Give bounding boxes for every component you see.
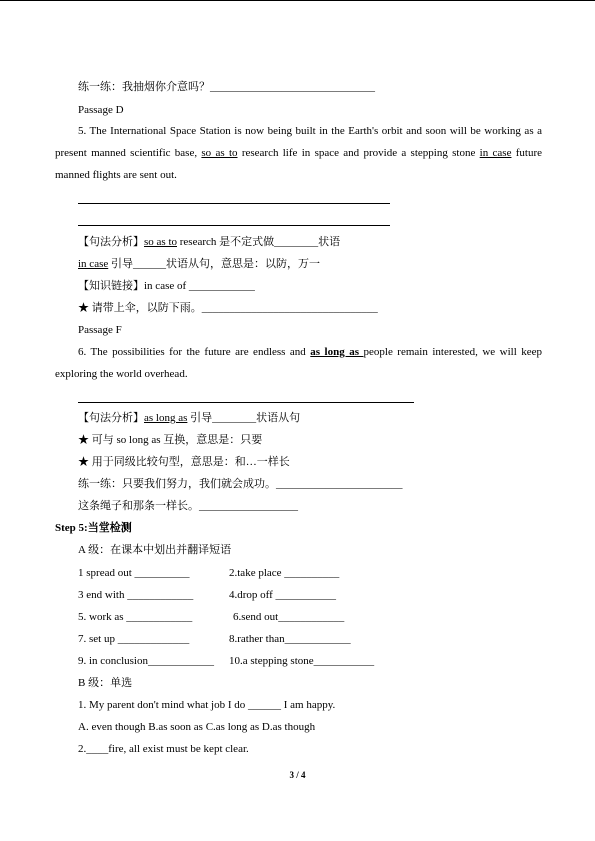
answer-line-1 [78, 203, 390, 204]
practice-line-smoking: 练一练：我抽烟你介意吗？______________________________ [78, 81, 375, 93]
phrase-9: 9. in conclusion____________ [78, 655, 214, 667]
underlined-so-as-to: so as to [201, 147, 238, 159]
phrase-7: 7. set up _____________ [78, 633, 190, 645]
question-5-paragraph: 5. The International Space Station is now being built in the Earth's orbit and soon will be working as a present manned scientific base, so as to research life in space and provide a stepping stone in case future manned flights are sent out. [55, 125, 543, 181]
phrase-2: 2.take place __________ [229, 567, 340, 579]
phrase-5: 5. work as ____________ [78, 611, 193, 623]
mc-question-1: 1. My parent don't mind what job I do ______ I am happy. [78, 699, 336, 711]
answer-line-3 [78, 402, 414, 403]
phrase-4: 4.drop off ___________ [229, 589, 337, 601]
star-item-comparison: ★ 用于同级比较句型，意思是：和…一样长 [78, 456, 290, 468]
star-item-umbrella: ★ 请带上伞，以防下雨。________________________________ [78, 302, 378, 314]
answer-line-2 [78, 225, 390, 226]
practice-line-rope: 这条绳子和那条一样长。__________________ [78, 500, 298, 512]
star-item-so-long-as: ★ 可与 so long as 互换，意思是：只要 [78, 434, 263, 446]
syntax-analysis-in-case: in case 引导______状语从句，意思是：以防，万一 [78, 258, 320, 270]
underlined-in-case: in case [479, 147, 512, 159]
mc-question-1-options: A. even though B.as soon as C.as long as D.as though [78, 721, 316, 733]
phrase-1: 1 spread out __________ [78, 567, 190, 579]
mc-question-2: 2.____fire, all exist must be kept clear. [78, 743, 249, 755]
level-b-instruction: B 级：单选 [78, 677, 133, 689]
question-6-paragraph: 6. The possibilities for the future are endless and as long as people remain interested, we will keep exploring the world overhead. [55, 346, 542, 380]
passage-f-heading: Passage F [78, 324, 122, 336]
step-5-heading: Step 5:当堂检测 [55, 522, 132, 534]
phrase-3: 3 end with ____________ [78, 589, 194, 601]
page-number: 3 / 4 [289, 770, 306, 780]
knowledge-link: 【知识链接】in case of ____________ [78, 280, 255, 292]
passage-d-heading: Passage D [78, 104, 124, 116]
phrase-10: 10.a stepping stone___________ [229, 655, 375, 667]
practice-line-success: 练一练：只要我们努力，我们就会成功。_______________________ [78, 478, 403, 490]
page-top-border [0, 0, 595, 1]
phrase-8: 8.rather than____________ [229, 633, 351, 645]
syntax-analysis-so-as-to: 【句法分析】so as to research 是不定式做________状语 [78, 236, 341, 248]
underlined-as-long-as: as long as [310, 346, 364, 358]
phrase-6: 6.send out____________ [233, 611, 345, 623]
level-a-instruction: A 级：在课本中划出并翻译短语 [78, 544, 232, 556]
syntax-analysis-as-long-as: 【句法分析】as long as 引导________状语从句 [78, 412, 301, 424]
